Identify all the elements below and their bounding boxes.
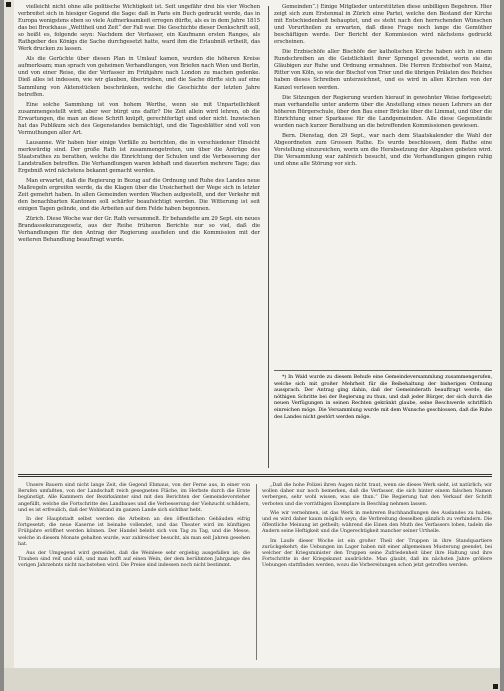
column-divider: [256, 484, 257, 660]
column-divider: [268, 6, 269, 468]
paragraph: Bern. Dienstag, den 29 Sept., war nach dem Staatskalender die Wahl der Abgeordneten zum Grossen Rathe. Es wurde beschlossen, dem Rathe eine Vorstellung einzureichen, worin um die Herabsetzung der Abgaben gebeten wird. Die Versammlung war zahlreich besucht, und die Verhandlungen gingen ruhig und ohne alle Störung vor sich.: [274, 132, 492, 167]
paragraph: In der Hauptstadt selbst werden die Arbeiten an den öffentlichen Gebäuden eifrig fortgesetzt; die neue Kaserne ist beinahe vollendet, und das Theater wird im künftigen Frühjahre eröffnet werden können. Der Handel belebt sich von Tag zu Tag, und die Messe, welche in diesem Monate gehalten wurde, war zahlreicher besucht, als man seit Jahren gesehen hat.: [18, 516, 250, 547]
paragraph: Man erwartet, daß die Regierung in Bezug auf die Ordnung und Ruhe des Landes neue Maßregeln ergreifen werde, da die Klagen über die Unsicherheit der Wege sich in letzter Zeit gemehrt haben. In allen Gemeinden werden Wachen aufgestellt, und der Verkehr mit den benachbarten Kantonen soll schärfer beaufsichtigt werden. Die Witterung ist seit einigen Tagen gelinde, und die Arbeiten auf dem Felde haben begonnen.: [18, 178, 260, 213]
paragraph: Als die Gerüchte über diesen Plan in Umlauf kamen, wurden die höheren Kreise aufmerksam; man sprach von geheimen Verhandlungen, von Briefen nach Wien und Berlin, und von einer Reise, die der Verfasser im Frühjahre nach London zu machen gedenke. Dieß alles ist indessen, wie wir glauben, übertrieben, und die Sache dürfte sich auf eine Sammlung von Aktenstücken beschränken, welche die Geschichte der letzten Jahre betreffen.: [18, 56, 260, 98]
registration-mark: [6, 2, 11, 7]
paragraph: „Daß die hohe Polizei ihren Augen nicht traut, wenn sie dieses Werk sieht, ist natürlich; wir wollen daher nur noch bemerken, daß die Verfasser, die sich hinter einem falschen Namen verbergen, sehr wohl wissen, was sie thun.“ Die Regierung hat den Verkauf der Schrift verboten und die vorräthigen Exemplare in Beschlag nehmen lassen.: [262, 482, 492, 507]
paragraph: Eine solche Sammlung ist von hohem Werthe, wenn sie mit Unparteilichkeit zusammengestellt wird; aber wer bürgt uns dafür? Die Zeit allein wird lehren, ob die Erwartungen, die man an diese Schrift knüpft, gerechtfertigt sind oder nicht. Inzwischen hat das Publikum sich des Gegenstandes bemächtigt, und die Tagesblätter sind voll von Vermuthungen aller Art.: [18, 101, 260, 136]
footnote: [274, 374, 492, 468]
registration-mark: [493, 684, 498, 689]
top-left-column: [18, 4, 260, 470]
paragraph: Unsere Bauern sind nicht lange Zeit, die Gegend Ehmaus, von der Ferne aus, in einer von Berufen umfaßten, von der Landschaft reich gesegneten Fläche, im Herbste durch die Ernte begünstigt. Alle Kammern der Bezirksämter sind mit den Berichten der Gemeindevorsteher angefüllt, welche die Fortschritte des Landbaues und die Verbesserung der Viehzucht schildern, und es ist erfreulich, daß der Wohlstand im ganzen Lande sich sichtbar hebt.: [18, 482, 250, 513]
scan-border: [4, 0, 14, 691]
paragraph: Aus der Umgegend wird gemeldet, daß die Weinlese sehr ergiebig ausgefallen ist; die Trauben sind reif und süß, und man hofft auf einen Wein, der dem berühmten Jahrgange des vorigen Jahrzehnts nicht nachstehen wird. Die Preise sind indessen noch nicht bestimmt.: [18, 550, 250, 569]
bottom-left-column: [18, 482, 250, 662]
section-rule: [18, 476, 492, 477]
paragraph: Die Erzbischöfe aller Bischöfe der katholischen Kirche haben sich in einem Rundschreiben an die Geistlichkeit ihrer Sprengel gewendet, worin sie die Gläubigen zur Ruhe und Ordnung ermahnen. Die Herren Erzbischof von Mainz, Ritter von Köln, so wie der Bischof von Trier und die übrigen Prälaten des Reiches haben dieses Schreiben unterzeichnet, und es wird in allen Kirchen von der Kanzel verlesen werden.: [274, 49, 492, 91]
footnote-divider: [274, 370, 492, 371]
paragraph: Die Sitzungen der Regierung wurden hierauf in gewohnter Weise fortgesetzt; man verhandelte unter anderm über die Anstellung eines neuen Lehrers an der höheren Bürgerschule, über den Bau einer Brücke über die Limmat, und über die Einrichtung einer Sparkasse für die Landgemeinden. Alle diese Gegenstände wurden nach kurzer Berathung an die betreffenden Kommissionen gewiesen.: [274, 94, 492, 129]
paragraph: vielleicht nicht ohne alle politische Wichtigkeit ist. Seit ungefähr drei bis vier Wochen verbreitet sich in hiesiger Gegend die Sage: daß in Paris ein Buch gedruckt werde, das in Europa wenigstens eben so viele Aufmerksamkeit erregen dürfte, als es in dem Jahre 1815 das bei Brockhaus „Welttheil und Zeit“ der Fall war. Die Geschichte dieser Denkschrift soll, so heißt es, folgende seyn: Nachdem der Verfasser, ein Kaufmann ersten Ranges, als Rathgeber des Königs die Sache durchgesetzt hatte, ward ihm die Erlaubniß ertheilt, das Werk drucken zu lassen.: [18, 4, 260, 53]
paragraph: Wie wir vernehmen, ist das Werk in mehreren Buchhandlungen des Auslandes zu haben, und es wird daher kaum möglich seyn, die Verbreitung desselben gänzlich zu verhindern. Die öffentliche Meinung ist getheilt; während die Einen den Muth des Verfassers loben, tadeln die Andern seine Heftigkeit und die Ungerechtigkeit mancher seiner Urtheile.: [262, 509, 492, 535]
section-rule: [18, 474, 492, 475]
paragraph: Lausanne. Wir haben hier einige Vorfälle zu berichten, die in verschiedener Hinsicht merkwürdig sind. Der große Rath ist zusammengetreten, um über die Anträge des Staatsrathes zu berathen, welche die Einrichtung der Schulen und die Verbesserung der Landstraßen betreffen. Die Verhandlungen waren lebhaft und dauerten mehrere Tage; das Ergebniß wird nächstens bekannt gemacht werden.: [18, 139, 260, 175]
bottom-right-column: [262, 482, 492, 662]
paragraph: Im Laufe dieser Woche ist ein großer Theil der Truppen in ihre Standquartiere zurückgekehrt; die Uebungen im Lager haben mit einer allgemeinen Musterung geendet, bei welcher der Kriegsminister den Truppen seine Zufriedenheit über ihre Haltung und ihre Fortschritte in der Kriegskunst ausdrückte. Man glaubt, daß im nächsten Jahre größere Uebungen stattfinden werden, wozu die Vorbereitungen schon jetzt getroffen werden.: [262, 537, 492, 569]
paragraph: Gemeinden“.) Einige Mitglieder unterstützten diese unbilligen Begehren. Hier zeigt sich zum Erstenmal in Zürich eine Partei, welche den Bestand der Kirche mit Entschiedenheit behauptet, und es steht nach den herrschenden Wünschen und Vorurtheilen zu erwarten, daß diese Frage noch lange die Gemüther beschäftigen werde. Der Bericht der Kommission wird nächstens gedruckt erscheinen.: [274, 4, 492, 46]
footnote-text: *) In Wald wurde zu diesem Behufe eine Gemeindeversammlung zusammengerufen, welche sich mit großer Mehrheit für die Beibehaltung der bisherigen Ordnung aussprach. Der Antrag ging dahin, daß der Gemeinderath beauftragt werde, die nöthigen Schritte bei der Regierung zu thun, und daß jeder Bürger, der sich durch die neuen Verfügungen in seinen Rechten gekränkt glaube, seine Beschwerde schriftlich einreichen möge. Die Versammlung wurde mit dem Wunsche geschlossen, daß die Ruhe des Landes nicht gestört werden möge.: [274, 374, 492, 420]
scan-bottom-margin: [4, 668, 500, 691]
top-right-column: [274, 4, 492, 368]
paragraph: Zürich. Diese Woche war der Gr. Rath versammelt. Er behandelte am 29 Sept. ein neues Brandassekuranzgesetz, aus der Reihe früheren Berichte nur so viel, daß die Verhandlungen für den Antrag der Regierung ausfielen und die Kommission mit der weiteren Behandlung beauftragt wurde.: [18, 216, 260, 244]
